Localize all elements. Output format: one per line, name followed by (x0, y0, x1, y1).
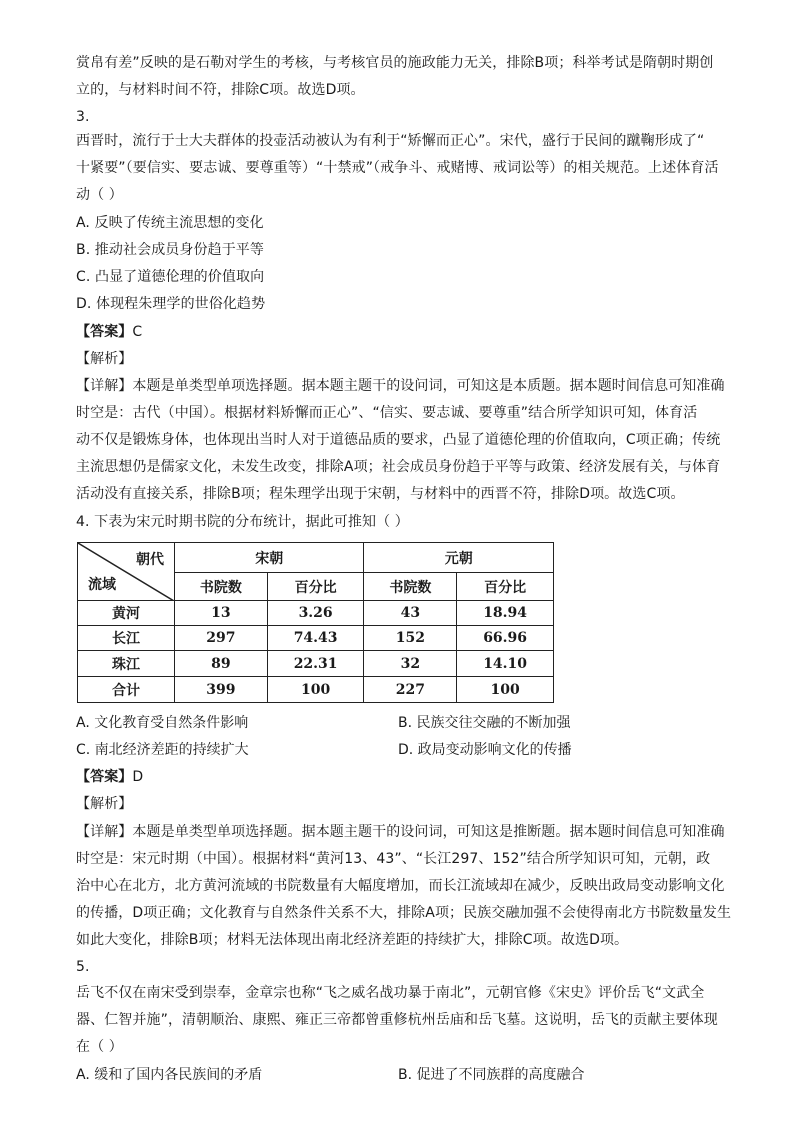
row-label: 长江 (78, 626, 175, 651)
option-c: C. 南北经济差距的持续扩大 (76, 742, 249, 758)
detail-line: 【详解】本题是单类型单项选择题。据本题主题干的设问词，可知这是推断题。据本题时间信息可知准确 (76, 824, 725, 840)
table-cell: 152 (364, 626, 457, 651)
table-cell: 3.26 (267, 601, 364, 626)
text-line: 赏帛有差”反映的是石勒对学生的考核，与考核官员的施政能力无关，排除B项；科举考试是隋朝时期创 (76, 55, 714, 71)
detail-line: 时空是：古代（中国）。根据材料矫懈而正心”、“信实、要志诚、要尊重”结合所学知识可知，体育活 (76, 405, 698, 421)
option-c: C. 凸显了道德伦理的价值取向 (76, 269, 265, 285)
answer-tag: 【答案】 (76, 769, 133, 785)
option-a: A. 文化教育受自然条件影响 (76, 715, 249, 731)
table-row (78, 651, 554, 677)
answer-line (76, 322, 142, 342)
question-stem-line: 动（ ） (76, 187, 123, 203)
subheader-cell: 百分比 (267, 573, 364, 601)
subheader-cell: 书院数 (364, 573, 457, 601)
answer-tag: 【答案】 (76, 324, 133, 340)
option-a: A. 缓和了国内各民族间的矛盾 (76, 1067, 263, 1083)
table-cell: 18.94 (457, 601, 554, 626)
row-label: 合计 (78, 677, 175, 703)
corner-label-basin: 流域 (88, 577, 116, 593)
question-stem-line: 十紧要”（要信实、要志诚、要尊重等）“十禁戒”（戒争斗、戒赌博、戒词讼等）的相关规范。上述体育活 (76, 160, 719, 176)
text-line: 立的，与材料时间不符，排除C项。故选D项。 (76, 82, 365, 98)
table-cell: 66.96 (457, 626, 554, 651)
table-cell: 297 (175, 626, 268, 651)
detail-line: 时空是：宋元时期（中国）。根据材料“黄河13、43”、“长江297、152”结合所学知识可知，元朝，政 (76, 851, 711, 867)
table-cell: 13 (175, 601, 268, 626)
question-stem-line: 西晋时，流行于士大夫群体的投壶活动被认为有利于“矫懈而正心”。宋代，盛行于民间的蹴鞠形成了“ (76, 133, 705, 149)
answer-value: C (132, 324, 143, 340)
detail-line: 的传播，D项正确；文化教育与自然条件关系不大，排除A项；民族交融加强不会使得南北方书院数量发生 (76, 905, 732, 921)
detail-line: 活动没有直接关系，排除B项；程朱理学出现于宋朝，与材料中的西晋不符，排除D项。故选C项。 (76, 486, 685, 502)
answer-line (76, 767, 143, 787)
option-b: B. 民族交往交融的不断加强 (398, 715, 571, 731)
table-cell: 32 (364, 651, 457, 677)
detail-line: 动不仅是锻炼身体，也体现出当时人对于道德品质的要求，凸显了道德伦理的价值取向，C项正确；传统 (76, 432, 721, 448)
option-d: D. 政局变动影响文化的传播 (398, 742, 572, 758)
table-cell: 14.10 (457, 651, 554, 677)
subheader-cell: 百分比 (457, 573, 554, 601)
corner-label-dynasty: 朝代 (136, 552, 164, 568)
question-stem-line: 4. 下表为宋元时期书院的分布统计，据此可推知（ ） (76, 514, 409, 530)
option-d: D. 体现程朱理学的世俗化趋势 (76, 296, 266, 312)
detail-line: 治中心在北方，北方黄河流域的书院数量有大幅度增加，而长江流域却在减少，反映出政局变动影响文化 (76, 878, 725, 894)
option-a: A. 反映了传统主流思想的变化 (76, 215, 264, 231)
table-row (78, 601, 554, 626)
table-cell: 43 (364, 601, 457, 626)
question-number: 3. (76, 109, 90, 125)
table-cell: 74.43 (267, 626, 364, 651)
analysis-tag: 【解析】 (76, 351, 133, 367)
table-cell: 100 (457, 677, 554, 703)
detail-line: 如此大变化，排除B项；材料无法体现出南北经济差距的持续扩大，排除C项。故选D项。 (76, 932, 629, 948)
question-stem-line: 在（ ） (76, 1039, 123, 1055)
header-yuan: 元朝 (364, 543, 554, 573)
option-b: B. 推动社会成员身份趋于平等 (76, 242, 265, 258)
question-number: 5. (76, 959, 90, 975)
detail-line: 主流思想仍是儒家文化，未发生改变，排除A项；社会成员身份趋于平等与政策、经济发展有关，与体育 (76, 459, 721, 475)
analysis-tag: 【解析】 (76, 796, 133, 812)
header-song: 宋朝 (175, 543, 364, 573)
detail-line: 【详解】本题是单类型单项选择题。据本题主题干的设问词，可知这是本质题。据本题时间信息可知准确 (76, 378, 725, 394)
table-row (78, 626, 554, 651)
academy-distribution-table (77, 542, 554, 703)
row-label: 珠江 (78, 651, 175, 677)
row-label: 黄河 (78, 601, 175, 626)
table-cell: 22.31 (267, 651, 364, 677)
question-stem-line: 器、仁智并施”，清朝顺治、康熙、雍正三帝都曾重修杭州岳庙和岳飞墓。这说明，岳飞的贡献主要体现 (76, 1012, 718, 1028)
table-corner-cell (78, 543, 175, 601)
option-b: B. 促进了不同族群的高度融合 (398, 1067, 585, 1083)
answer-value: D (132, 769, 144, 785)
table-cell: 89 (175, 651, 268, 677)
table-cell: 100 (267, 677, 364, 703)
question-stem-line: 岳飞不仅在南宋受到崇奉，金章宗也称“飞之威名战功暴于南北”，元朝官修《宋史》评价岳飞“文武全 (76, 985, 705, 1001)
table-cell: 399 (175, 677, 268, 703)
table-row (78, 677, 554, 703)
table-cell: 227 (364, 677, 457, 703)
subheader-cell: 书院数 (175, 573, 268, 601)
